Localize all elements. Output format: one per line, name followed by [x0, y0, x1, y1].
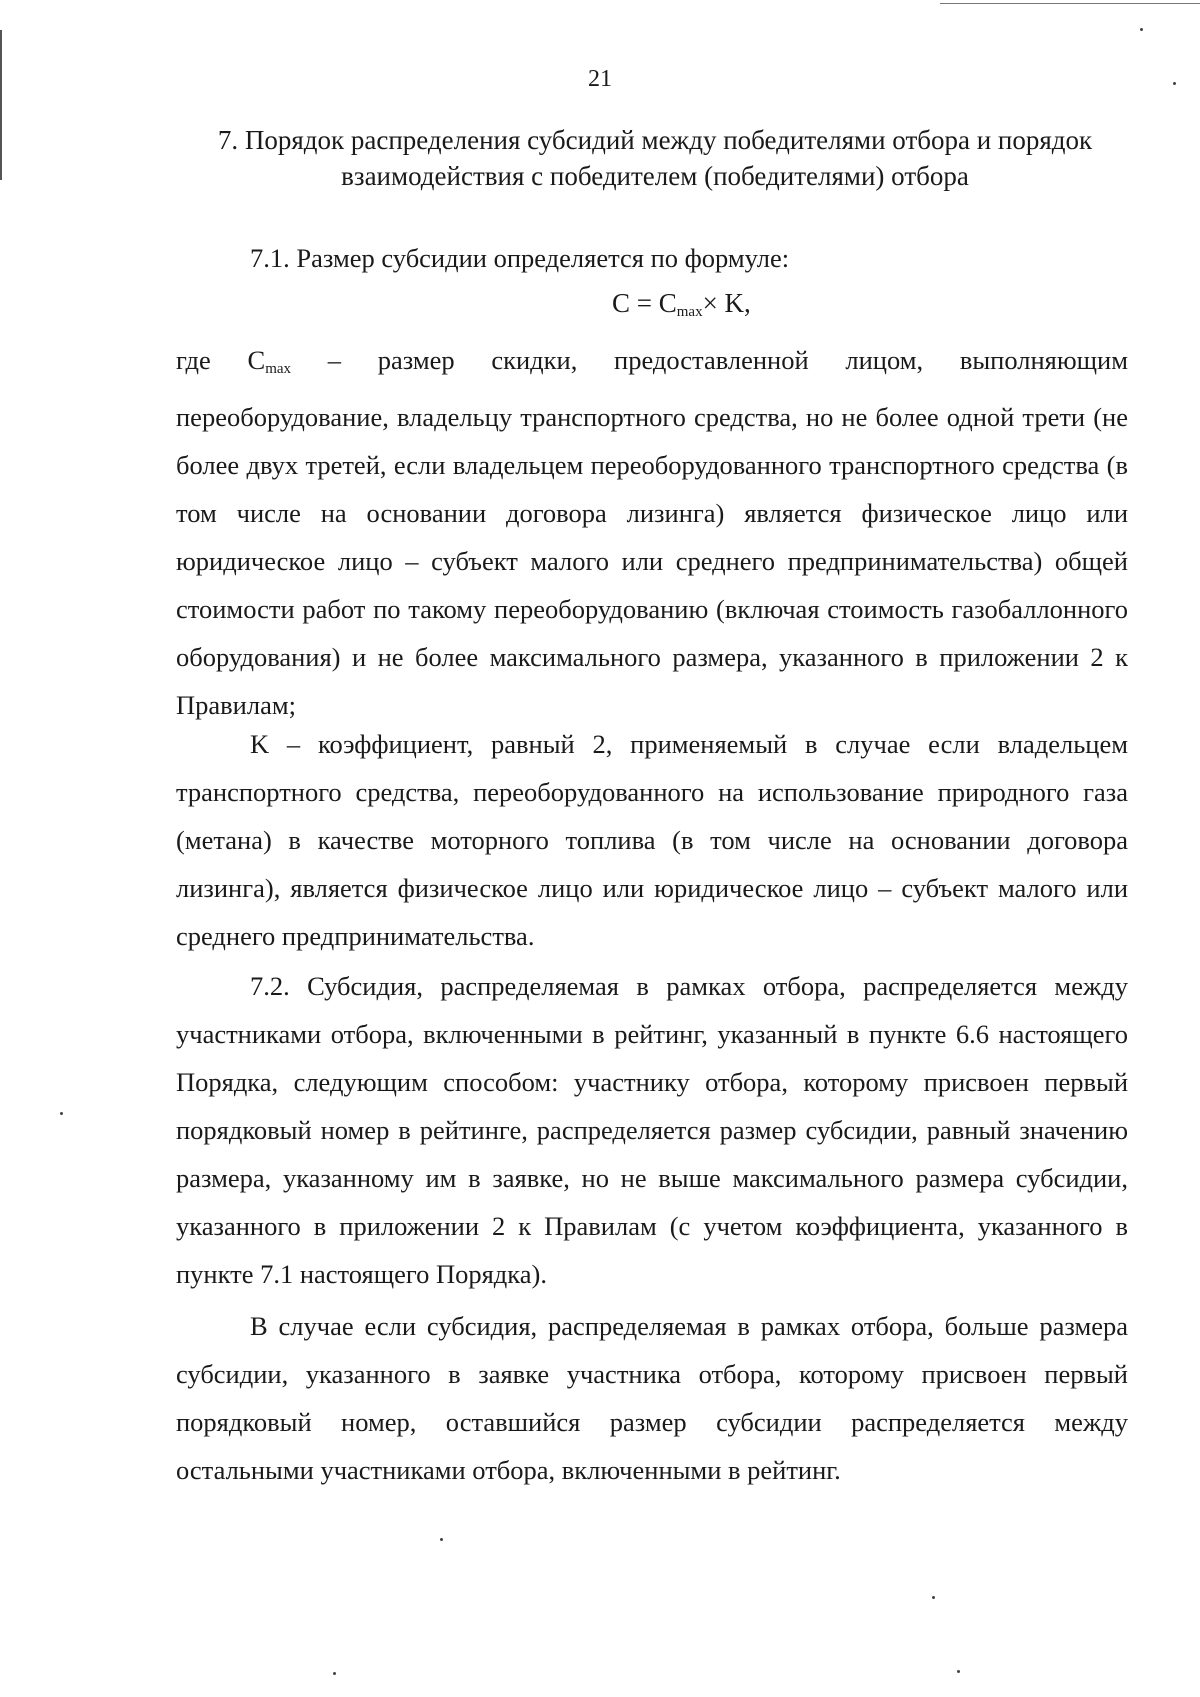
subsidy-formula — [612, 288, 751, 321]
cmax-definition — [176, 336, 1128, 729]
formula-lhs: C = C — [612, 288, 677, 318]
clause-7-2: 7.2. Субсидия, распределяемая в рамках отбора, распределяется между участниками отбора, включенными в рейтинг, указанный в пункте 6.6 настоящего Порядка, следующим способом: участнику отбора, которому присвоен первый порядковый номер в рейтинге, распределяется размер субсидии, равный значению размера, указанному им в заявке, но не выше максимального размера субсидии, указанного в приложении 2 к Правилам (с учетом коэффициента, указанного в пункте 7.1 настоящего Порядка). — [176, 971, 1128, 1289]
clause-7-1-intro-block — [176, 234, 1128, 282]
section-heading — [175, 122, 1135, 194]
formula-rhs: × K, — [702, 288, 751, 318]
scan-speck — [60, 1112, 63, 1115]
k-definition: K – коэффициент, равный 2, применяемый в случае если владельцем транспортного средства, переоборудованного на использование природного газа (метана) в качестве моторного топлива (в том числе на основании договора лизинга), является физическое лицо или юридическое лицо – субъект малого или среднего предпринимательства. — [176, 729, 1128, 951]
cmax-prefix: где C — [176, 345, 266, 375]
cmax-subscript: max — [265, 361, 292, 377]
remainder-clause: В случае если субсидия, распределяемая в рамках отбора, больше размера субсидии, указанного в заявке участника отбора, которому присвоен первый порядковый номер, оставшийся размер субсидии распределяется между остальными участниками отбора, включенными в рейтинг. — [176, 1311, 1128, 1485]
section-heading-line-1: 7. Порядок распределения субсидий между победителями отбора и порядок — [217, 125, 1093, 155]
k-definition-block — [176, 720, 1128, 960]
scan-speck — [957, 1670, 960, 1673]
remainder-clause-block — [176, 1302, 1128, 1494]
scan-speck — [440, 1538, 443, 1541]
scan-edge-top — [940, 3, 1200, 4]
clause-7-2-block — [176, 962, 1128, 1298]
page-number: 21 — [588, 66, 612, 92]
cmax-text: – размер скидки, предоставленной лицом, выполняющим переоборудование, владельцу транспортного средства, но не более одной трети (не более двух третей, если владельцем переоборудованного транспортного средства (в том числе на основании договора лизинга) является физическое лицо или юридическое лицо – субъект малого или среднего предпринимательства) общей стоимости работ по такому переоборудованию (включая стоимость газобаллонного оборудования) и не более максимального размера, указанного в приложении 2 к Правилам; — [176, 345, 1128, 720]
cmax-definition-block — [176, 336, 1128, 729]
scan-edge-left — [0, 30, 2, 180]
section-heading-line-2: взаимодействия с победителем (победителями) отбора — [341, 161, 969, 191]
scan-speck — [333, 1672, 336, 1675]
scan-speck — [1173, 82, 1176, 85]
clause-7-1-intro: 7.1. Размер субсидии определяется по формуле: — [250, 243, 790, 273]
scan-speck — [932, 1596, 935, 1599]
formula-subscript: max — [676, 304, 703, 320]
scan-speck — [1140, 28, 1143, 31]
